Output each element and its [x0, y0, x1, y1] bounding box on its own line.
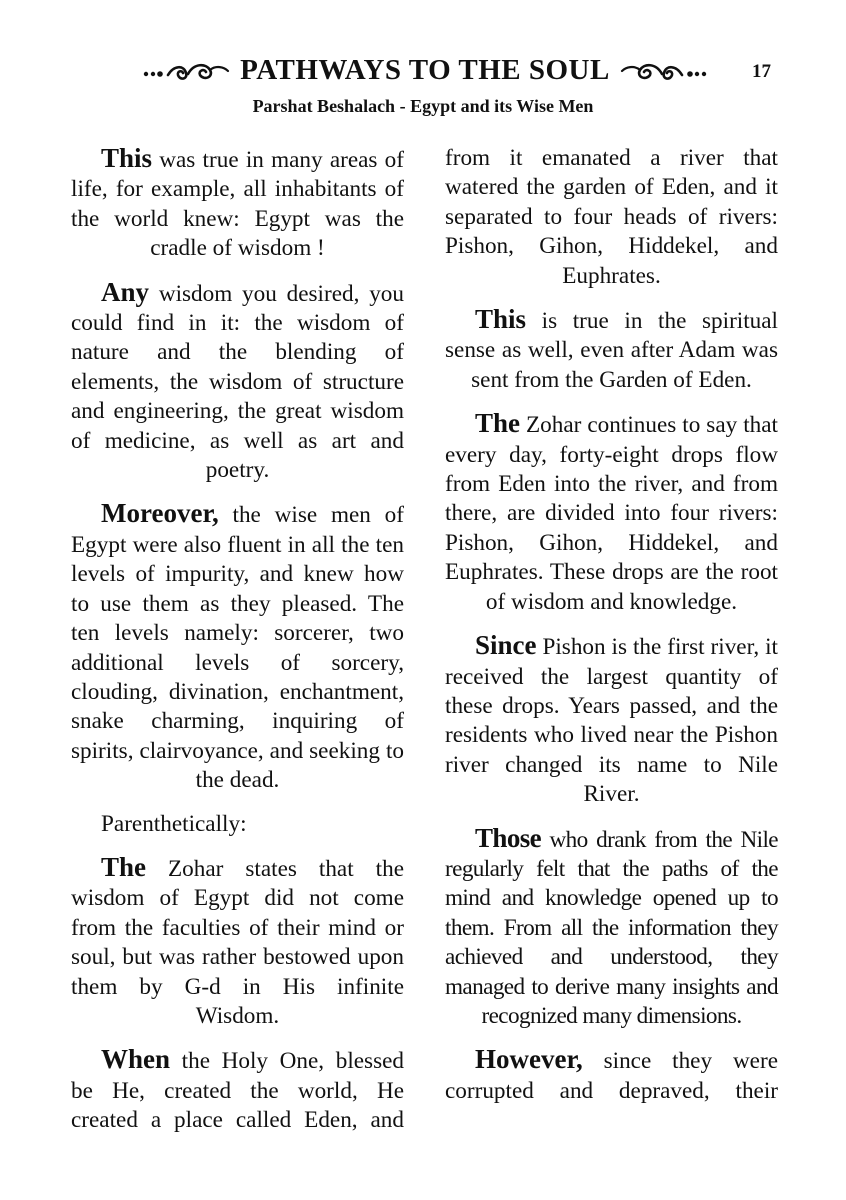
paragraph-text: Zohar states that the wisdom of Egypt did not come from the faculties of their mind or soul, but was rather bestowed upon them by G-d in His infinite Wisdom. [71, 855, 404, 1029]
paragraph-lead-word: Any [101, 276, 150, 307]
paragraph-text: was true in many areas of life, for example, all inhabitants of the world knew: Egypt was the cradle of wisdom ! [71, 147, 404, 262]
paragraph [71, 144, 404, 264]
scroll-ornament-right-icon [620, 57, 710, 83]
paragraph-lead-word: Moreover, [101, 498, 219, 529]
paragraph [445, 144, 778, 291]
page-header [0, 50, 846, 90]
paragraph-text: the Holy One, blessed be He, created the world, He created a place called Eden, and [71, 1048, 404, 1134]
paragraph-text: Parenthetically: [101, 810, 247, 837]
paragraph-text: from it emanated a river that watered the garden of Eden, and it separated to four heads of rivers: Pishon, Gihon, Hiddekel, and Euphrates. [445, 145, 778, 289]
paragraph [445, 631, 778, 809]
left-column [71, 144, 404, 1150]
paragraph [71, 810, 404, 839]
paragraph-lead-word: Since [475, 630, 537, 661]
paragraph-lead-word: The [475, 408, 521, 439]
paragraph-lead-word: However, [475, 1044, 583, 1075]
paragraph [445, 409, 778, 617]
paragraph-lead-word: The [101, 851, 147, 882]
paragraph-lead-word: This [475, 304, 527, 335]
paragraph [445, 824, 778, 1032]
paragraph [445, 305, 778, 395]
paragraph-text: Zohar continues to say that every day, forty-eight drops flow from Eden into the river, and from there, are divided into four rivers: Pishon, Gihon, Hiddekel, and Euphrates. These drops are the root of wisdom and knowledge. [445, 412, 778, 615]
paragraph-lead-word: Those [475, 822, 542, 853]
paragraph-text: the wise men of Egypt were also fluent in all the ten levels of impurity, and knew how to use them as they pleased. The ten levels namely: sorcerer, two additional levels of sorcery, clouding, divination, enchantment, snake charming, inquiring of spirits, clairvoyance, and seeking to the dead. [71, 502, 404, 794]
book-title: PATHWAYS TO THE SOUL [240, 53, 610, 86]
paragraph-text: wisdom you desired, you could find in it: the wisdom of nature and the blending of elements, the wisdom of structure and engineering, the great wisdom of medicine, as well as art and poetry. [71, 280, 404, 484]
page-number: 17 [752, 61, 771, 82]
paragraph-text: is true in the spiritual sense as well, even after Adam was sent from the Garden of Eden. [445, 308, 778, 393]
paragraph-text: who drank from the Nile regularly felt that the paths of the mind and knowledge opened up to them. From all the information they achieved and understood, they managed to derive many insights and recognized many dimensions. [445, 826, 778, 1029]
paragraph [71, 1045, 404, 1135]
scroll-ornament-left-icon [140, 57, 230, 83]
paragraph-text: since they were corrupted and depraved, their [445, 1048, 778, 1104]
paragraph [71, 278, 404, 486]
header-title-group [130, 50, 720, 90]
paragraph-lead-word: When [101, 1044, 171, 1075]
right-column [445, 144, 778, 1120]
chapter-subtitle: Parshat Beshalach - Egypt and its Wise Men [252, 96, 594, 116]
paragraph-lead-word: This [101, 143, 153, 173]
paragraph [71, 499, 404, 795]
paragraph [445, 1045, 778, 1106]
paragraph-text: Pishon is the first river, it received the largest quantity of these drops. Years passed, and the residents who lived near the Pishon river changed its name to Nile River. [445, 634, 778, 808]
paragraph [71, 853, 404, 1031]
